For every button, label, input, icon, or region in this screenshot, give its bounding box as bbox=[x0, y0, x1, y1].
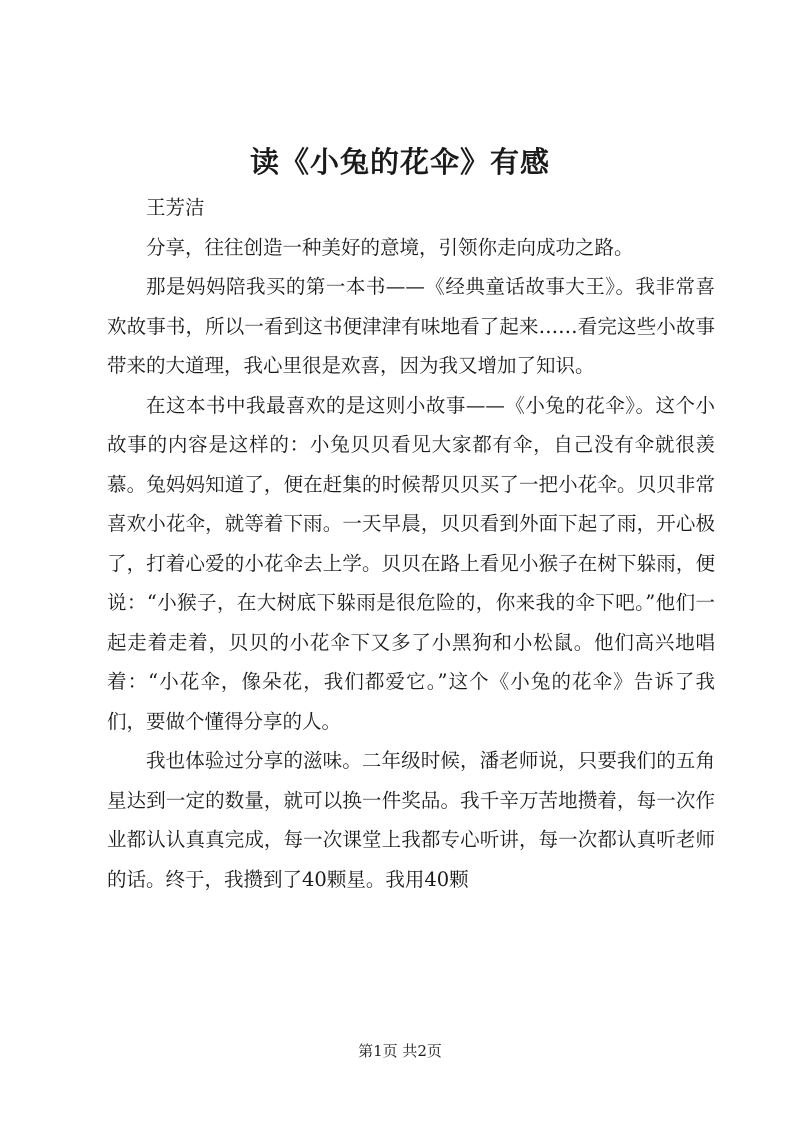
paragraph-story: 在这本书中我最喜欢的是这则小故事——《小兔的花伞》。这个小故事的内容是这样的：小兔贝贝看见大家都有伞，自己没有伞就很羡慕。兔妈妈知道了，便在赶集的时候帮贝贝买了一把小花伞。贝贝非常喜欢小花伞，就等着下雨。一天早晨，贝贝看到外面下起了雨，开心极了，打着心爱的小花伞去上学。贝贝在路上看见小猴子在树下躲雨，便说：“小猴子，在大树底下躲雨是很危险的，你来我的伞下吧。”他们一起走着走着，贝贝的小花伞下又多了小黑狗和小松鼠。他们高兴地唱着：“小花伞，像朵花，我们都爱它。”这个《小兔的花伞》告诉了我们，要做个懂得分享的人。 bbox=[107, 393, 715, 733]
document-body bbox=[107, 188, 715, 899]
document-title: 读《小兔的花伞》有感 bbox=[249, 145, 550, 179]
paragraph-experience: 我也体验过分享的滋味。二年级时候，潘老师说，只要我们的五角星达到一定的数量，就可以换一件奖品。我千辛万苦地攒着，每一次作业都认认真真完成，每一次课堂上我都专心听讲，每一次都认真听老师的话。终于，我攒到了40颗星。我用40颗 bbox=[107, 749, 715, 891]
paragraph-intro: 分享，往往创造一种美好的意境，引领你走向成功之路。 bbox=[146, 235, 634, 259]
paragraph-book: 那是妈妈陪我买的第一本书——《经典童话故事大王》。我非常喜欢故事书，所以一看到这书便津津有味地看了起来……看完这些小故事带来的大道理，我心里很是欢喜，因为我又增加了知识。 bbox=[107, 275, 715, 377]
author-name: 王芳洁 bbox=[146, 196, 205, 219]
page-number-footer: 第1页 共2页 bbox=[358, 1042, 442, 1060]
